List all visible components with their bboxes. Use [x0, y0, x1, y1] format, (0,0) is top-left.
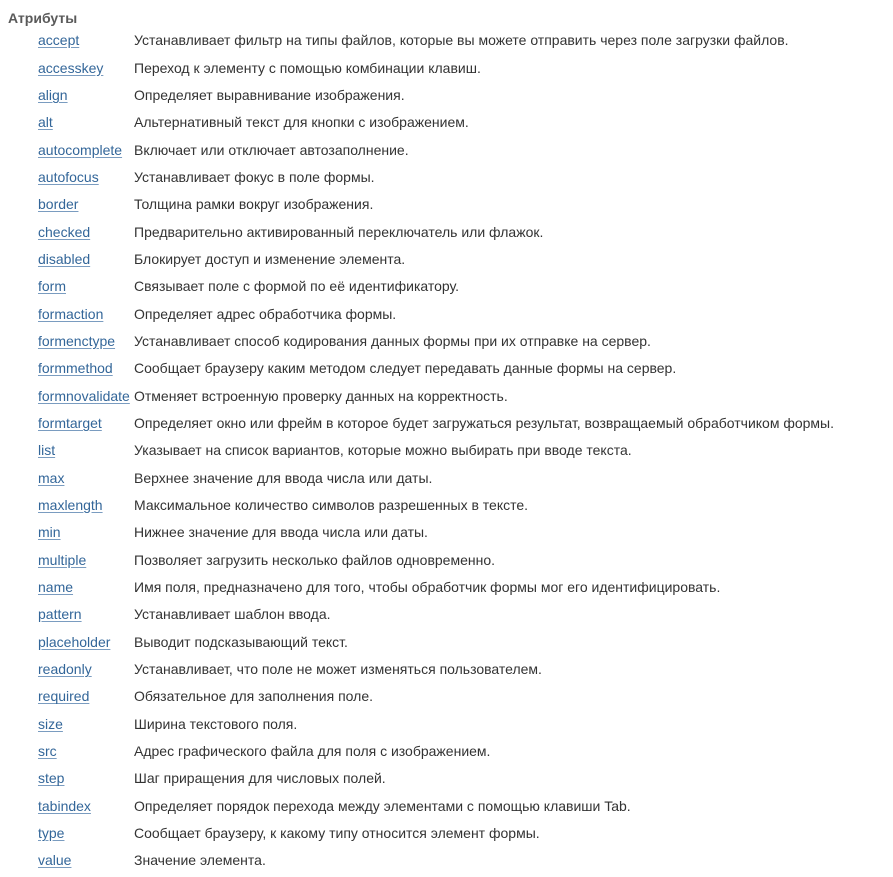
- attributes-table: [36, 27, 834, 875]
- attribute-name-cell: [36, 437, 132, 464]
- attribute-link-value[interactable]: value: [38, 852, 72, 869]
- attribute-row: [36, 355, 834, 382]
- attribute-row: [36, 218, 834, 245]
- attribute-description-cell: [132, 847, 834, 874]
- attribute-name-cell: [36, 738, 132, 765]
- attribute-row: [36, 547, 834, 574]
- attribute-link-formtarget[interactable]: formtarget: [38, 414, 102, 431]
- attribute-row: [36, 711, 834, 738]
- attribute-link-form[interactable]: form: [38, 278, 66, 295]
- attribute-description-cell: [132, 656, 834, 683]
- attribute-row: [36, 656, 834, 683]
- attribute-row: [36, 465, 834, 492]
- attribute-name-cell: [36, 765, 132, 792]
- attribute-description: Верхнее значение для ввода числа или даты.: [134, 469, 433, 486]
- attribute-link-alt[interactable]: alt: [38, 114, 53, 131]
- attribute-row: [36, 847, 834, 874]
- attribute-description-cell: [132, 82, 834, 109]
- attribute-row: [36, 300, 834, 327]
- attribute-name-cell: [36, 355, 132, 382]
- attribute-link-multiple[interactable]: multiple: [38, 551, 87, 568]
- attribute-name-cell: [36, 410, 132, 437]
- attribute-name-cell: [36, 27, 132, 54]
- attribute-row: [36, 492, 834, 519]
- attribute-name-cell: [36, 382, 132, 409]
- attribute-link-disabled[interactable]: disabled: [38, 250, 91, 267]
- attribute-description-cell: [132, 109, 834, 136]
- attribute-description-cell: [132, 465, 834, 492]
- attribute-description-cell: [132, 136, 834, 163]
- attribute-description: Устанавливает, что поле не может изменяться пользователем.: [134, 661, 542, 678]
- attribute-name-cell: [36, 218, 132, 245]
- attribute-link-border[interactable]: border: [38, 196, 79, 213]
- attribute-link-placeholder[interactable]: placeholder: [38, 633, 111, 650]
- attribute-row: [36, 164, 834, 191]
- attribute-description: Выводит подсказывающий текст.: [134, 633, 348, 650]
- attribute-row: [36, 382, 834, 409]
- attribute-link-src[interactable]: src: [38, 743, 57, 760]
- attribute-row: [36, 27, 834, 54]
- attribute-row: [36, 437, 834, 464]
- attribute-link-autofocus[interactable]: autofocus: [38, 168, 99, 185]
- attribute-row: [36, 246, 834, 273]
- attribute-link-accesskey[interactable]: accesskey: [38, 59, 104, 76]
- attribute-row: [36, 54, 834, 81]
- attribute-row: [36, 601, 834, 628]
- attribute-description: Максимальное количество символов разрешенных в тексте.: [134, 497, 529, 514]
- attributes-table-body: [36, 27, 834, 875]
- attribute-description: Устанавливает способ кодирования данных формы при их отправке на сервер.: [134, 332, 651, 349]
- attribute-row: [36, 793, 834, 820]
- attribute-description-cell: [132, 492, 834, 519]
- attribute-description: Ширина текстового поля.: [134, 715, 298, 732]
- attribute-name-cell: [36, 54, 132, 81]
- attribute-name-cell: [36, 273, 132, 300]
- attribute-description: Альтернативный текст для кнопки с изображением.: [134, 114, 469, 131]
- attribute-description: Предварительно активированный переключатель или флажок.: [134, 223, 544, 240]
- attribute-description-cell: [132, 218, 834, 245]
- attribute-description: Сообщает браузеру, к какому типу относится элемент формы.: [134, 825, 540, 842]
- attribute-row: [36, 82, 834, 109]
- attribute-link-list[interactable]: list: [38, 442, 56, 459]
- attribute-row: [36, 328, 834, 355]
- attribute-link-size[interactable]: size: [38, 715, 63, 732]
- attribute-description: Устанавливает фильтр на типы файлов, которые вы можете отправить через поле загрузки файлов.: [134, 32, 789, 49]
- attribute-description-cell: [132, 410, 834, 437]
- attribute-description: Толщина рамки вокруг изображения.: [134, 196, 374, 213]
- attribute-description-cell: [132, 711, 834, 738]
- attribute-description-cell: [132, 27, 834, 54]
- attribute-row: [36, 683, 834, 710]
- attribute-link-autocomplete[interactable]: autocomplete: [38, 141, 123, 158]
- attribute-row: [36, 629, 834, 656]
- attribute-name-cell: [36, 820, 132, 847]
- attribute-name-cell: [36, 601, 132, 628]
- attribute-link-readonly[interactable]: readonly: [38, 661, 92, 678]
- attribute-name-cell: [36, 136, 132, 163]
- attribute-link-min[interactable]: min: [38, 524, 61, 541]
- attribute-description: Определяет адрес обработчика формы.: [134, 305, 397, 322]
- attribute-row: [36, 109, 834, 136]
- attribute-row: [36, 765, 834, 792]
- attribute-name-cell: [36, 82, 132, 109]
- attribute-row: [36, 410, 834, 437]
- attribute-name-cell: [36, 519, 132, 546]
- attribute-description: Имя поля, предназначено для того, чтобы обработчик формы мог его идентифицировать.: [134, 579, 721, 596]
- attribute-link-name[interactable]: name: [38, 579, 74, 596]
- attribute-description: Позволяет загрузить несколько файлов одновременно.: [134, 551, 496, 568]
- attribute-link-required[interactable]: required: [38, 688, 90, 705]
- attribute-row: [36, 136, 834, 163]
- attribute-link-checked[interactable]: checked: [38, 223, 91, 240]
- attribute-name-cell: [36, 328, 132, 355]
- attribute-description-cell: [132, 54, 834, 81]
- attribute-name-cell: [36, 465, 132, 492]
- attribute-link-formnovalidate[interactable]: formnovalidate: [38, 387, 130, 404]
- attribute-description: Переход к элементу с помощью комбинации клавиш.: [134, 59, 481, 76]
- attribute-row: [36, 738, 834, 765]
- attribute-name-cell: [36, 683, 132, 710]
- attribute-description: Включает или отключает автозаполнение.: [134, 141, 409, 158]
- attribute-description: Связывает поле с формой по её идентификатору.: [134, 278, 460, 295]
- attribute-link-maxlength[interactable]: maxlength: [38, 497, 103, 514]
- attribute-description: Шаг приращения для числовых полей.: [134, 770, 386, 787]
- attribute-description-cell: [132, 246, 834, 273]
- attribute-description: Сообщает браузеру каким методом следует передавать данные формы на сервер.: [134, 360, 677, 377]
- attribute-description-cell: [132, 820, 834, 847]
- attribute-description-cell: [132, 437, 834, 464]
- attribute-link-formmethod[interactable]: formmethod: [38, 360, 113, 377]
- attribute-description-cell: [132, 765, 834, 792]
- attribute-description-cell: [132, 164, 834, 191]
- attribute-link-align[interactable]: align: [38, 86, 68, 103]
- attribute-row: [36, 191, 834, 218]
- attribute-description: Указывает на список вариантов, которые можно выбирать при вводе текста.: [134, 442, 632, 459]
- attribute-description: Определяет порядок перехода между элементами с помощью клавиши Tab.: [134, 797, 631, 814]
- attribute-name-cell: [36, 300, 132, 327]
- attribute-name-cell: [36, 793, 132, 820]
- attribute-description-cell: [132, 738, 834, 765]
- attribute-description-cell: [132, 300, 834, 327]
- attribute-description-cell: [132, 519, 834, 546]
- attribute-link-max[interactable]: max: [38, 469, 65, 486]
- attribute-description-cell: [132, 273, 834, 300]
- attribute-description-cell: [132, 574, 834, 601]
- attribute-name-cell: [36, 492, 132, 519]
- attribute-link-accept[interactable]: accept: [38, 32, 80, 49]
- attribute-description: Определяет окно или фрейм в которое будет загружаться результат, возвращаемый обработчиком формы.: [134, 414, 835, 431]
- attribute-description: Обязательное для заполнения поле.: [134, 688, 373, 705]
- attribute-name-cell: [36, 574, 132, 601]
- attribute-name-cell: [36, 246, 132, 273]
- attribute-row: [36, 273, 834, 300]
- attribute-description: Определяет выравнивание изображения.: [134, 86, 405, 103]
- attribute-description-cell: [132, 547, 834, 574]
- attribute-description-cell: [132, 191, 834, 218]
- attribute-description-cell: [132, 629, 834, 656]
- attribute-description: Значение элемента.: [134, 852, 266, 869]
- attribute-description: Устанавливает фокус в поле формы.: [134, 168, 375, 185]
- attribute-name-cell: [36, 629, 132, 656]
- attribute-description-cell: [132, 355, 834, 382]
- attribute-description: Адрес графического файла для поля с изображением.: [134, 743, 491, 760]
- attribute-link-step[interactable]: step: [38, 770, 65, 787]
- attribute-description-cell: [132, 601, 834, 628]
- attribute-description: Отменяет встроенную проверку данных на корректность.: [134, 387, 508, 404]
- attribute-name-cell: [36, 109, 132, 136]
- attribute-description-cell: [132, 382, 834, 409]
- attribute-description: Нижнее значение для ввода числа или даты.: [134, 524, 428, 541]
- attribute-link-formenctype[interactable]: formenctype: [38, 332, 116, 349]
- attribute-name-cell: [36, 191, 132, 218]
- attribute-description-cell: [132, 683, 834, 710]
- attribute-description-cell: [132, 328, 834, 355]
- attribute-row: [36, 574, 834, 601]
- attribute-link-tabindex[interactable]: tabindex: [38, 797, 91, 814]
- attribute-link-type[interactable]: type: [38, 825, 65, 842]
- attribute-row: [36, 820, 834, 847]
- attribute-link-pattern[interactable]: pattern: [38, 606, 82, 623]
- attribute-row: [36, 519, 834, 546]
- section-title: Атрибуты: [8, 10, 78, 26]
- attribute-description: Устанавливает шаблон ввода.: [134, 606, 331, 623]
- attribute-description-cell: [132, 793, 834, 820]
- attribute-link-formaction[interactable]: formaction: [38, 305, 104, 322]
- attribute-name-cell: [36, 711, 132, 738]
- attribute-name-cell: [36, 164, 132, 191]
- attribute-name-cell: [36, 547, 132, 574]
- attribute-name-cell: [36, 656, 132, 683]
- attribute-name-cell: [36, 847, 132, 874]
- attribute-description: Блокирует доступ и изменение элемента.: [134, 250, 406, 267]
